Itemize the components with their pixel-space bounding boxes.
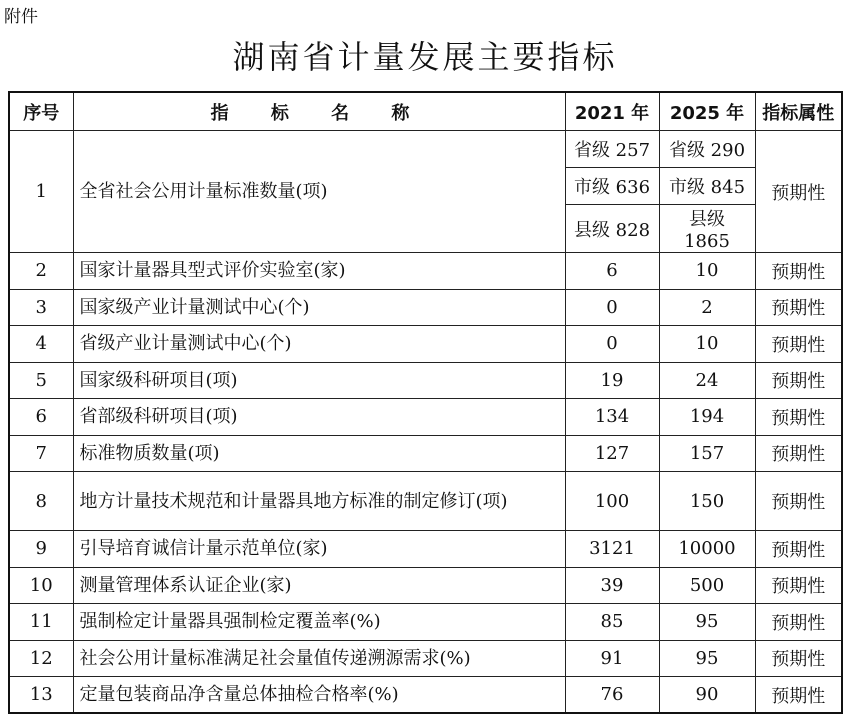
row-value-2021: 127 (565, 435, 659, 472)
value-2021-county: 县级 828 (565, 205, 659, 253)
row-value-2025: 90 (659, 677, 755, 714)
row-value-2021: 134 (565, 399, 659, 436)
row-attr: 预期性 (755, 604, 842, 641)
row-name: 全省社会公用计量标准数量(项) (73, 131, 565, 253)
row-value-2021: 0 (565, 326, 659, 363)
attachment-label: 附件 (4, 7, 38, 27)
value-2025-provincial: 省级 290 (659, 131, 755, 168)
row-number: 2 (9, 253, 73, 290)
row-value-2021: 19 (565, 362, 659, 399)
row-value-2025: 10 (659, 253, 755, 290)
col-header-no: 序号 (9, 92, 73, 131)
table-row (9, 362, 842, 399)
row-value-2025: 24 (659, 362, 755, 399)
table-row (9, 531, 842, 568)
row-number: 7 (9, 435, 73, 472)
col-header-name: 指 标 名 称 (73, 92, 565, 131)
row-number: 9 (9, 531, 73, 568)
row-name: 国家计量器具型式评价实验室(家) (73, 253, 565, 290)
row-attr: 预期性 (755, 435, 842, 472)
table-row (9, 604, 842, 641)
row-attr: 预期性 (755, 399, 842, 436)
table-row (9, 289, 842, 326)
row-attr: 预期性 (755, 131, 842, 253)
row-value-2021: 6 (565, 253, 659, 290)
row-value-2021: 0 (565, 289, 659, 326)
value-2025-county: 县级 1865 (659, 205, 755, 253)
row-name: 测量管理体系认证企业(家) (73, 567, 565, 604)
row-value-2025: 95 (659, 640, 755, 677)
row-name: 省级产业计量测试中心(个) (73, 326, 565, 363)
row-attr: 预期性 (755, 253, 842, 290)
col-header-attr: 指标属性 (755, 92, 842, 131)
table-header-row (9, 92, 842, 131)
row-attr: 预期性 (755, 567, 842, 604)
table-row (9, 435, 842, 472)
row-attr: 预期性 (755, 326, 842, 363)
col-header-2025: 2025 年 (659, 92, 755, 131)
row-value-2025: 194 (659, 399, 755, 436)
row-value-2025: 10 (659, 326, 755, 363)
row-attr: 预期性 (755, 289, 842, 326)
row-number: 3 (9, 289, 73, 326)
row-value-2025: 157 (659, 435, 755, 472)
table-row (9, 472, 842, 531)
row-name: 省部级科研项目(项) (73, 399, 565, 436)
row-number: 4 (9, 326, 73, 363)
row-attr: 预期性 (755, 677, 842, 714)
col-header-2021: 2021 年 (565, 92, 659, 131)
row-name: 定量包装商品净含量总体抽检合格率(%) (73, 677, 565, 714)
row-value-2025: 2 (659, 289, 755, 326)
table-row (9, 131, 842, 168)
row-name: 社会公用计量标准满足社会量值传递溯源需求(%) (73, 640, 565, 677)
indicators-table (8, 91, 843, 714)
row-value-2021: 39 (565, 567, 659, 604)
row-value-2025: 95 (659, 604, 755, 641)
value-2025-municipal: 市级 845 (659, 168, 755, 205)
value-2021-provincial: 省级 257 (565, 131, 659, 168)
row-number: 12 (9, 640, 73, 677)
row-value-2021: 3121 (565, 531, 659, 568)
row-value-2021: 76 (565, 677, 659, 714)
row-attr: 预期性 (755, 472, 842, 531)
row-number: 8 (9, 472, 73, 531)
row-number: 5 (9, 362, 73, 399)
row-value-2021: 85 (565, 604, 659, 641)
row-attr: 预期性 (755, 531, 842, 568)
value-2021-municipal: 市级 636 (565, 168, 659, 205)
row-number: 10 (9, 567, 73, 604)
table-row (9, 253, 842, 290)
row-name: 标准物质数量(项) (73, 435, 565, 472)
row-name: 强制检定计量器具强制检定覆盖率(%) (73, 604, 565, 641)
row-name: 国家级科研项目(项) (73, 362, 565, 399)
row-name: 引导培育诚信计量示范单位(家) (73, 531, 565, 568)
row-value-2025: 500 (659, 567, 755, 604)
row-number: 13 (9, 677, 73, 714)
page-title: 湖南省计量发展主要指标 (232, 38, 618, 76)
table-row (9, 567, 842, 604)
row-value-2021: 91 (565, 640, 659, 677)
row-value-2021: 100 (565, 472, 659, 531)
row-name: 地方计量技术规范和计量器具地方标准的制定修订(项) (73, 472, 565, 531)
row-number: 6 (9, 399, 73, 436)
table-row (9, 326, 842, 363)
row-number: 11 (9, 604, 73, 641)
row-value-2025: 150 (659, 472, 755, 531)
row-attr: 预期性 (755, 640, 842, 677)
row-number: 1 (9, 131, 73, 253)
table-row (9, 677, 842, 714)
row-attr: 预期性 (755, 362, 842, 399)
row-value-2025: 10000 (659, 531, 755, 568)
row-name: 国家级产业计量测试中心(个) (73, 289, 565, 326)
table-row (9, 399, 842, 436)
table-row (9, 640, 842, 677)
